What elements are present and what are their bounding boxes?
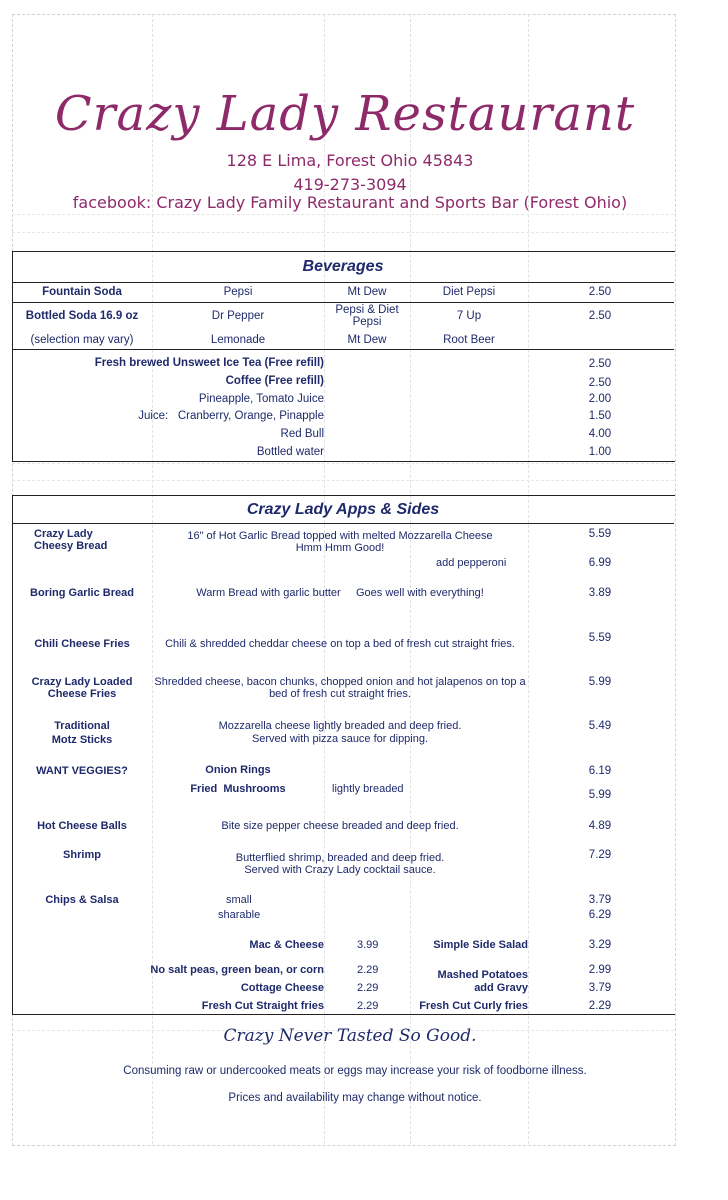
grid-row <box>12 214 674 215</box>
grid-row <box>12 232 674 233</box>
bev-extra-label: Coffee (Free refill) <box>225 375 324 387</box>
item-price: 5.99 <box>588 676 612 688</box>
apps-section <box>12 495 675 1015</box>
bev-label: Bottled Soda 16.9 oz <box>25 310 139 322</box>
bev-extra-label: Red Bull <box>280 428 324 440</box>
bev-extra-price: 4.00 <box>588 428 612 440</box>
restaurant-title: Crazy Lady Restaurant <box>54 86 636 142</box>
side-left: Mac & Cheese <box>249 939 324 951</box>
item-name: Boring Garlic Bread <box>30 587 134 599</box>
side-right: Fresh Cut Curly fries <box>419 1000 528 1012</box>
item-price: 5.59 <box>588 632 612 644</box>
item-price: 6.99 <box>588 557 612 569</box>
bev-label: Fountain Soda <box>42 286 122 298</box>
bev-item: Mt Dew <box>347 334 387 346</box>
bev-extra-price: 1.00 <box>588 446 612 458</box>
item-price: 3.79 <box>588 894 612 906</box>
address: 128 E Lima, Forest Ohio 45843 <box>226 151 474 170</box>
item-price: 6.29 <box>588 909 612 921</box>
item-name: Shrimp <box>63 849 101 861</box>
side-right: Simple Side Salad <box>433 939 528 951</box>
item-desc: add pepperoni <box>436 557 507 569</box>
item-desc: small <box>226 894 252 906</box>
bev-item: Pepsi & Diet Pepsi <box>335 304 399 328</box>
side-left-price: 2.29 <box>357 964 379 976</box>
side-right-price: 3.79 <box>588 982 612 994</box>
price-notice: Prices and availability may change without notice. <box>228 1092 482 1104</box>
bev-item: 7 Up <box>456 310 482 322</box>
side-left-price: 3.99 <box>357 939 379 951</box>
side-right-price: 3.29 <box>588 939 612 951</box>
apps-title: Crazy Lady Apps & Sides <box>246 501 440 518</box>
grid-row <box>12 463 674 464</box>
side-right: add Gravy <box>474 982 528 994</box>
item-desc: 16" of Hot Garlic Bread topped with melted Mozzarella Cheese Hmm Hmm Good! <box>187 530 493 554</box>
bev-label: (selection may vary) <box>30 334 134 346</box>
bev-item: Pepsi <box>223 286 253 298</box>
bev-item: Root Beer <box>443 334 495 346</box>
item-price: 4.89 <box>588 820 612 832</box>
item-name: Traditional Motz Sticks <box>51 720 113 746</box>
food-safety-notice: Consuming raw or undercooked meats or eggs may increase your risk of foodborne illness. <box>123 1065 587 1077</box>
side-left: Cottage Cheese <box>240 982 324 994</box>
beverages-title: Beverages <box>302 258 384 275</box>
item-desc: lightly breaded <box>332 783 404 795</box>
item-desc: Butterflied shrimp, breaded and deep fried. Served with Crazy Lady cocktail sauce. <box>235 852 445 876</box>
bev-extra-price: 2.50 <box>588 358 612 370</box>
item-name: Hot Cheese Balls <box>37 820 127 832</box>
divider <box>12 523 674 524</box>
bev-extra-label: Fresh brewed Unsweet Ice Tea (Free refill) <box>94 357 324 369</box>
bev-extra-label: Pineapple, Tomato Juice <box>198 393 324 405</box>
divider <box>12 282 674 283</box>
divider <box>12 349 674 350</box>
bev-item: Lemonade <box>210 334 266 346</box>
bev-extra-price: 2.50 <box>588 377 612 389</box>
bev-item: Mt Dew <box>347 286 387 298</box>
item-desc: Chili & shredded cheddar cheese on top a bed of fresh cut straight fries. <box>165 638 515 650</box>
bev-price: 2.50 <box>588 310 612 322</box>
side-left-price: 2.29 <box>357 982 379 994</box>
item-price: 5.49 <box>588 720 612 732</box>
item-name: WANT VEGGIES? <box>36 765 128 777</box>
bev-extra-price: 2.00 <box>588 393 612 405</box>
item-price: 5.59 <box>588 528 612 540</box>
side-left-price: 2.29 <box>357 1000 379 1012</box>
item-desc: sharable <box>218 909 261 921</box>
item-name: Chili Cheese Fries <box>34 638 130 650</box>
divider <box>12 302 674 303</box>
side-right-price: 2.99 <box>588 964 612 976</box>
item-desc: Shredded cheese, bacon chunks, chopped onion and hot jalapenos on top a bed of fresh cut straight fries. <box>154 676 526 700</box>
grid-row <box>12 480 674 481</box>
item-price: 6.19 <box>588 765 612 777</box>
tagline: Crazy Never Tasted So Good. <box>223 1026 477 1046</box>
side-left: No salt peas, green bean, or corn <box>150 964 324 976</box>
bev-extra-label: Juice: Cranberry, Orange, Pinapple <box>138 410 324 422</box>
item-desc: Onion Rings <box>205 764 271 776</box>
item-desc: Bite size pepper cheese breaded and deep fried. <box>221 820 459 832</box>
item-name: Crazy Lady Loaded Cheese Fries <box>31 676 133 700</box>
item-price: 5.99 <box>588 789 612 801</box>
phone: 419-273-3094 <box>293 175 407 194</box>
bev-item: Diet Pepsi <box>442 286 496 298</box>
side-left: Fresh Cut Straight fries <box>201 1000 324 1012</box>
item-name: Crazy Lady Cheesy Bread <box>34 528 108 552</box>
item-price: 3.89 <box>588 587 612 599</box>
bev-item: Dr Pepper <box>211 310 265 322</box>
item-name: Chips & Salsa <box>45 894 119 906</box>
side-right: Mashed Potatoes <box>437 969 528 981</box>
item-desc: Warm Bread with garlic butter Goes well with everything! <box>196 587 484 599</box>
bev-extra-price: 1.50 <box>588 410 612 422</box>
side-right-price: 2.29 <box>588 1000 612 1012</box>
bev-extra-label: Bottled water <box>256 446 324 458</box>
item-desc: Mozzarella cheese lightly breaded and deep fried. Served with pizza sauce for dipping. <box>218 720 462 745</box>
item-price: 7.29 <box>588 849 612 861</box>
facebook-line: facebook: Crazy Lady Family Restaurant and Sports Bar (Forest Ohio) <box>72 193 628 212</box>
item-name: Fried Mushrooms <box>190 783 286 795</box>
bev-price: 2.50 <box>588 286 612 298</box>
